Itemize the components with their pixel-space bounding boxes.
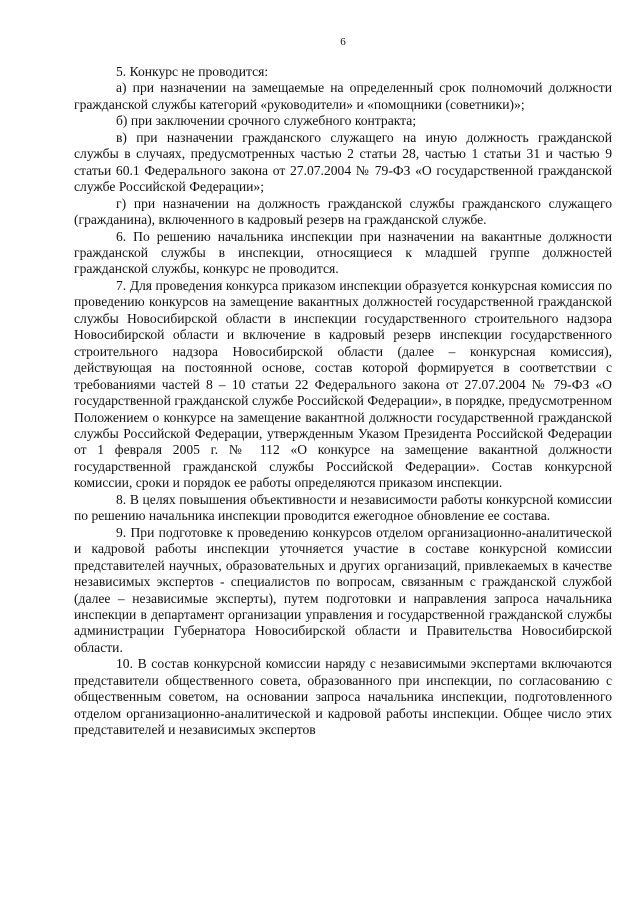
paragraph-5v: в) при назначении гражданского служащего на иную должность гражданской службы в случаях, предусмотренных частью 2 статьи 28, частью 1 статьи 31 и частью 9 статьи 60.1 Федерального закона от 27.07.2004 № 79-ФЗ «О государственной гражданской службе Российской Федерации»; bbox=[74, 129, 612, 195]
paragraph-8: 8. В целях повышения объективности и независимости работы конкурсной комиссии по решению начальника инспекции проводится ежегодное обновление ее состава. bbox=[74, 491, 612, 524]
paragraph-7: 7. Для проведения конкурса приказом инспекции образуется конкурсная комиссия по проведению конкурсов на замещение вакантных должностей государственной гражданской службы Новосибирской области в инспекции государственного строительного надзора Новосибирской области и включение в кадровый резерв инспекции государственного строительного надзора Новосибирской области (далее – конкурсная комиссия), действующая на постоянной основе, состав которой формируется в соответствии с требованиями частей 8 – 10 статьи 22 Федерального закона от 27.07.2004 № 79-ФЗ «О государственной гражданской службе Российской Федерации», в порядке, предусмотренном Положением о конкурсе на замещение вакантной должности государственной гражданской службы Российской Федерации, утвержденным Указом Президента Российской Федерации от 1 февраля 2005 г. № 112 «О конкурсе на замещение вакантной должности государственной гражданской службы Российской Федерации». Состав конкурсной комиссии, сроки и порядок ее работы определяются приказом инспекции. bbox=[74, 277, 612, 491]
paragraph-5a: а) при назначении на замещаемые на определенный срок полномочий должности гражданской службы категорий «руководители» и «помощники (советники)»; bbox=[74, 80, 612, 112]
paragraph-5g: г) при назначении на должность гражданской службы гражданского служащего (гражданина), включенного в кадровый резерв на гражданской службе. bbox=[74, 195, 612, 228]
paragraph-9: 9. При подготовке к проведению конкурсов отделом организационно-аналитической и кадровой работы инспекции уточняется участие в составе конкурсной комиссии представителей научных, образовательных и других организаций, привлекаемых в качестве независимых экспертов - специалистов по вопросам, связанным с гражданской службой (далее – независимые эксперты), путем подготовки и направления запроса начальника инспекции в департамент организации управления и государственной гражданской службы администрации Губернатора Новосибирской области и Правительства Новосибирской области. bbox=[74, 524, 612, 655]
paragraph-6: 6. По решению начальника инспекции при назначении на вакантные должности гражданской службы в инспекции, относящиеся к младшей группе должностей гражданской службы, конкурс не проводится. bbox=[74, 228, 612, 277]
paragraph-10: 10. В состав конкурсной комиссии наряду с независимыми экспертами включаются представители общественного совета, образованного при инспекции, по согласованию с общественным советом, на основании запроса начальника инспекции, подготовленного отделом организационно-аналитической и кадровой работы инспекции. Общее число этих представителей и независимых экспертов bbox=[74, 656, 612, 738]
page-number: 6 bbox=[340, 36, 346, 48]
paragraph-5: 5. Конкурс не проводится: bbox=[116, 64, 269, 79]
paragraph-5b: б) при заключении срочного служебного контракта; bbox=[116, 113, 417, 129]
